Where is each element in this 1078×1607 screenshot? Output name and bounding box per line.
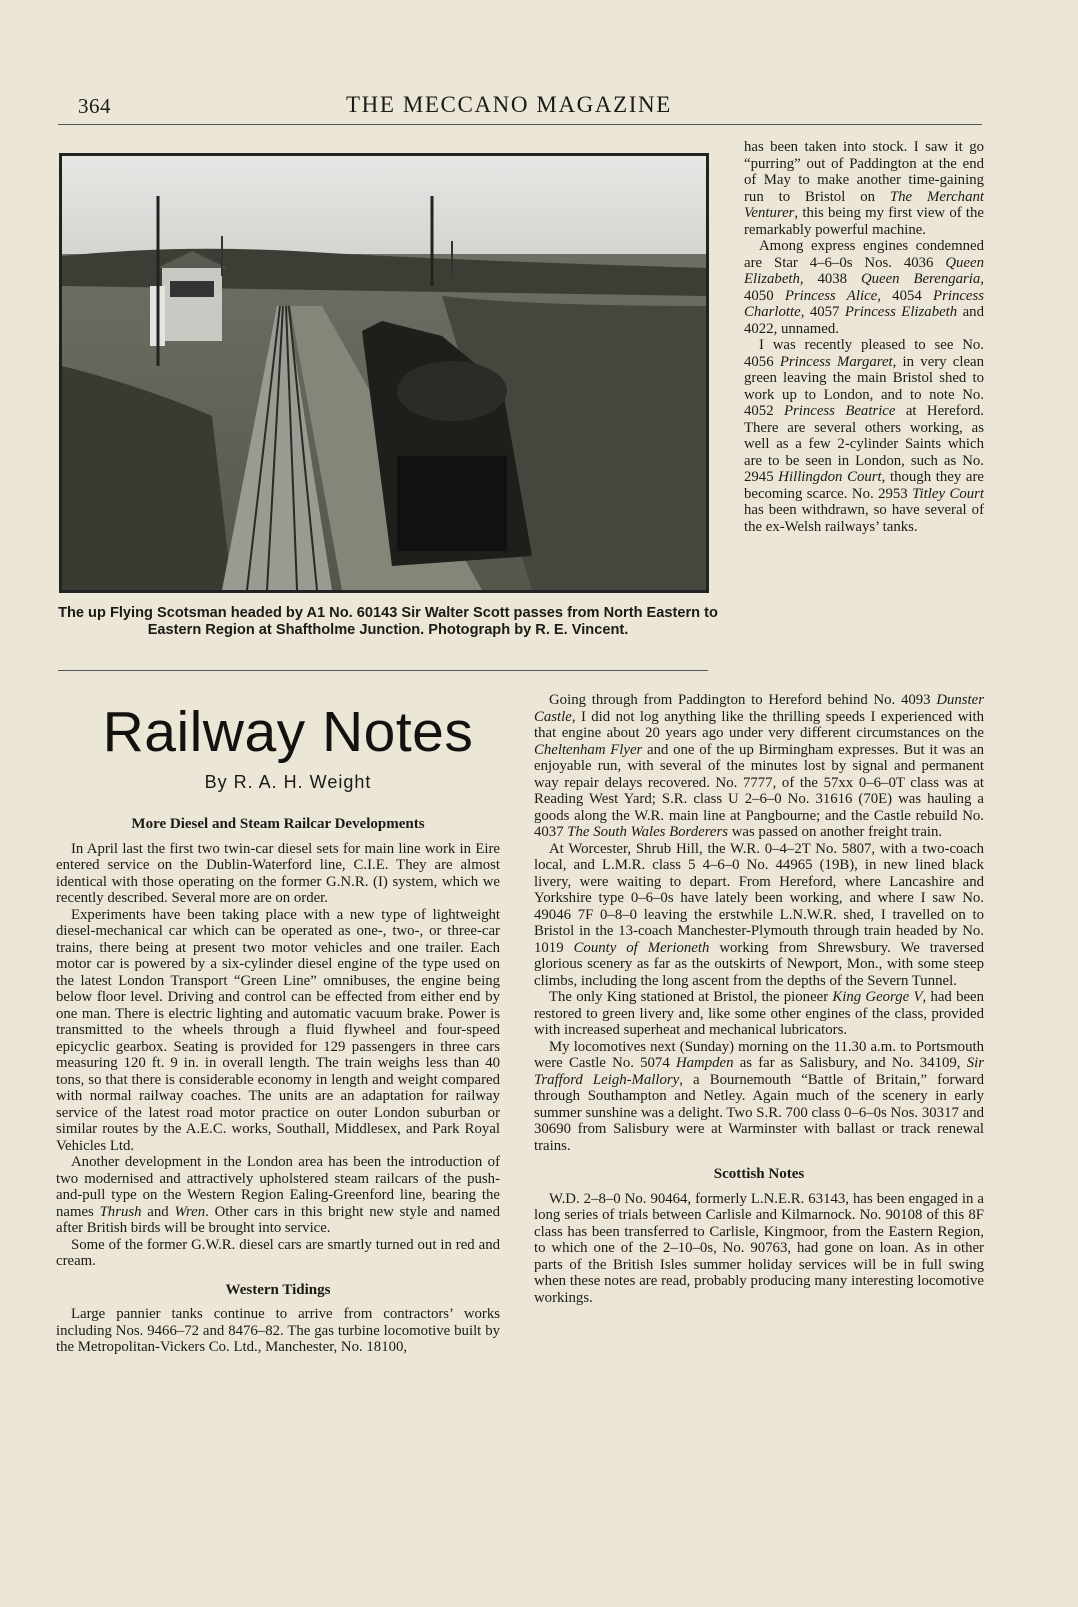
paragraph: At Worcester, Shrub Hill, the W.R. 0–4–2T No. 5807, with a two-coach local, and L.M.R. class 5 4–6–0 No. 44965 (19B), in new lined black livery, were waiting to depart. From Hereford, where Lancashire and Yorkshire type 0–6–0s have lately been working, and where I saw No. 49046 7F 0–8–0 leaving the erstwhile L.N.W.R. shed, I travelled on to Bristol in the 13-coach Manchester-Plymouth through train headed by No. 1019 County of Merioneth working from Shrewsbury. We traversed glorious scenery as far as the outskirts of Newport, Mon., with some steep climbs, including the long ascent from the depths of the Severn Tunnel.	[534, 840, 984, 989]
paragraph: In April last the first two twin-car diesel sets for main line work in Eire entered service on the Dublin-Waterford line, C.I.E. They are almost identical with those operating on the former G.N.R. (I) system, which we recently described. Several more are on order.	[56, 840, 500, 906]
paragraph: W.D. 2–8–0 No. 90464, formerly L.N.E.R. 63143, has been engaged in a long series of trials between Carlisle and Kilmarnock. No. 90108 of this 8F class has been transferred to Carlisle, Kingmoor, from the Eastern Region, to which one of the 2–10–0s, No. 90763, had gone on loan. As in other parts of the British Isles summer holiday services will be in full swing when these notes are read, probably producing many interesting locomotive workings.	[534, 1190, 984, 1306]
photo-caption: The up Flying Scotsman headed by A1 No. 60143 Sir Walter Scott passes from North Eastern to Eastern Region at Shaftholme Junction. Photograph by R. E. Vincent.	[58, 605, 718, 638]
caption-rule	[58, 670, 708, 671]
header-rule	[58, 124, 982, 125]
photo-scene	[62, 156, 706, 590]
magazine-title: THE MECCANO MAGAZINE	[346, 92, 672, 117]
article-byline: By R. A. H. Weight	[204, 772, 372, 792]
paragraph: Another development in the London area has been the introduction of two modernised and attractively upholstered steam railcars of the push-and-pull type on the Western Region Ealing-Greenford line, bearing the names Thrush and Wren. Other cars in this bright new style and named after British birds will be brought into service.	[56, 1154, 500, 1236]
subheading-western-tidings: Western Tidings	[225, 1281, 331, 1298]
train-photograph	[59, 153, 709, 593]
paragraph: The only King stationed at Bristol, the pioneer King George V, had been restored to green livery and, like some other engines of the class, provided with increased superheat and mechanical lubricators.	[534, 989, 984, 1038]
paragraph: Large pannier tanks continue to arrive from contractors’ works including Nos. 9466–72 and 8476–82. The gas turbine locomotive built by the Metropolitan-Vickers Co. Ltd., Manchester, No. 18100,	[56, 1306, 500, 1355]
article-title: Railway Notes	[102, 700, 474, 764]
paragraph: I was recently pleased to see No. 4056 Princess Margaret, in very clean green leaving the main Bristol shed to work up to London, and to note No. 4052 Princess Beatrice at Hereford. There are several others working, as well as a few 2-cylinder Saints which are to be seen in London, such as No. 2945 Hillingdon Court, though they are becoming scarce. No. 2953 Titley Court has been withdrawn, so have several of the ex-Welsh railways’ tanks.	[744, 337, 985, 535]
paragraph: My locomotives next (Sunday) morning on the 11.30 a.m. to Portsmouth were Castle No. 5074 Hampden as far as Salisbury, and No. 34109, Sir Trafford Leigh-Mallory, a Bournemouth “Battle of Britain,” forward through Southampton and Netley. Again much of the scenery in early summer sunshine was a delight. Two S.R. 700 class 0–6–0s Nos. 30317 and 30690 from Salisbury were at Warminster with ballast or track renewal trains.	[534, 1038, 984, 1154]
left-column	[56, 816, 500, 1356]
right-bottom-column	[534, 692, 984, 1306]
subheading-scottish-notes: Scottish Notes	[713, 1166, 805, 1182]
paragraph: Experiments have been taking place with a new type of lightweight diesel-mechanical car which can be operated as one-, two-, or three-car trains, there being at present two motor vehicles and one trailer. Each motor car is powered by a six-cylinder diesel engine of the type used on the latest London Transport “Green Line” omnibuses, the engine being below floor level. Driving and control can be effected from either end by one man. There is electric lighting and automatic vacuum brake. Power is transmitted to the wheels through a fluid flywheel and four-speed epicyclic gearbox. Seating is provided for 129 passengers in three cars measuring 120 ft. 9 in. in overall length. The train weighs less than 40 tons, so that there is considerable economy in length and weight compared with normal railway coaches. The units are an adaptation for railway service of the latest road motor practice on outer London suburban or similar routes by the A.E.C. works, Southall, Middlesex, and Park Royal Vehicles Ltd.	[56, 906, 500, 1154]
paragraph: Some of the former G.W.R. diesel cars are smartly turned out in red and cream.	[56, 1236, 500, 1269]
paragraph: Going through from Paddington to Hereford behind No. 4093 Dunster Castle, I did not log anything like the thrilling speeds I experienced with that engine about 20 years ago under very different circumstances on the Cheltenham Flyer and one of the up Birmingham expresses. But it was an enjoyable run, with several of the minutes lost by signal and permanent way repair delays recovered. No. 7777, of the 57xx 0–6–0T class was at Reading West Yard; S.R. class U 2–6–0 No. 31616 (70E) was hauling a goods along the W.R. main line at Pangbourne; and the Castle rebuild No. 4037 The South Wales Borderers was passed on another freight train.	[534, 692, 984, 840]
paragraph: has been taken into stock. I saw it go “purring” out of Paddington at the end of May to make another time-gaining run to Bristol on The Merchant Venturer, this being my first view of the remarkably powerful machine.	[744, 139, 984, 238]
right-top-column	[744, 139, 984, 535]
subheading-diesel-steam: More Diesel and Steam Railcar Developments	[131, 816, 425, 832]
paragraph: Among express engines condemned are Star 4–6–0s Nos. 4036 Queen Elizabeth, 4038 Queen Berengaria, 4050 Princess Alice, 4054 Princess Charlotte, 4057 Princess Elizabeth and 4022, unnamed.	[744, 238, 984, 337]
page-number: 364	[78, 94, 111, 118]
